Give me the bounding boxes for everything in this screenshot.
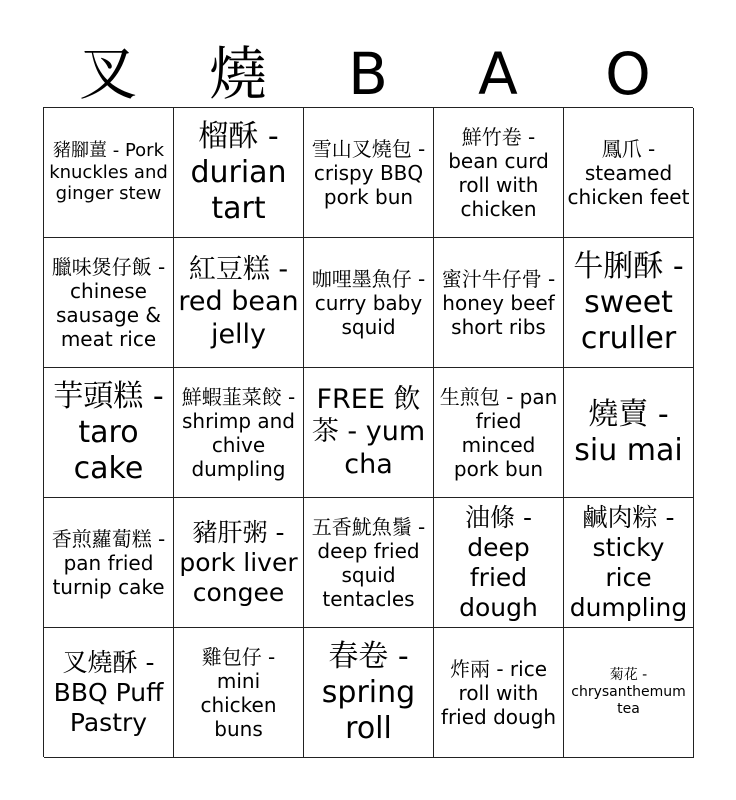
bingo-cell[interactable]: 鮮竹卷 - bean curd roll with chicken [434, 108, 564, 238]
bingo-grid [43, 107, 693, 757]
bingo-cell[interactable]: 鮮蝦韮菜餃 - shrimp and chive dumpling [174, 368, 304, 498]
bingo-cell[interactable]: 生煎包 - pan fried minced pork bun [434, 368, 564, 498]
bingo-cell[interactable]: 咖哩墨魚仔 - curry baby squid [304, 238, 434, 368]
bingo-cell[interactable]: 豬腳薑 - Pork knuckles and ginger stew [44, 108, 174, 238]
bingo-cell[interactable]: 菊花 - chrysanthemum tea [564, 628, 694, 758]
bingo-cell[interactable]: 臘味煲仔飯 - chinese sausage & meat rice [44, 238, 174, 368]
bingo-cell[interactable]: 蜜汁牛仔骨 - honey beef short ribs [434, 238, 564, 368]
bingo-cell[interactable]: 燒賣 - siu mai [564, 368, 694, 498]
bingo-cell[interactable]: 榴酥 - durian tart [174, 108, 304, 238]
bingo-cell[interactable]: 雪山叉燒包 - crispy BBQ pork bun [304, 108, 434, 238]
bingo-cell[interactable]: 鹹肉粽 - sticky rice dumpling [564, 498, 694, 628]
bingo-cell[interactable]: 五香魷魚鬚 - deep fried squid tentacles [304, 498, 434, 628]
header-letter-1: 叉 [78, 40, 137, 108]
bingo-cell[interactable]: 油條 - deep fried dough [434, 498, 564, 628]
bingo-cell[interactable]: FREE 飲茶 - yum cha [304, 368, 434, 498]
bingo-cell[interactable]: 炸兩 - rice roll with fried dough [434, 628, 564, 758]
bingo-cell[interactable]: 紅豆糕 - red bean jelly [174, 238, 304, 368]
bingo-cell[interactable]: 香煎蘿蔔糕 - pan fried turnip cake [44, 498, 174, 628]
bingo-cell[interactable]: 豬肝粥 - pork liver congee [174, 498, 304, 628]
header-letter-2: 燒 [208, 40, 267, 108]
bingo-cell[interactable]: 雞包仔 - mini chicken buns [174, 628, 304, 758]
bingo-cell[interactable]: 鳳爪 - steamed chicken feet [564, 108, 694, 238]
bingo-cell[interactable]: 牛脷酥 - sweet cruller [564, 238, 694, 368]
bingo-cell[interactable]: 叉燒酥 - BBQ Puff Pastry [44, 628, 174, 758]
bingo-cell[interactable]: 芋頭糕 - taro cake [44, 368, 174, 498]
bingo-cell[interactable]: 春卷 - spring roll [304, 628, 434, 758]
header-letter-5: O [605, 40, 651, 108]
header-letter-4: A [478, 40, 518, 108]
bingo-header [43, 40, 693, 108]
header-letter-3: B [348, 40, 388, 108]
